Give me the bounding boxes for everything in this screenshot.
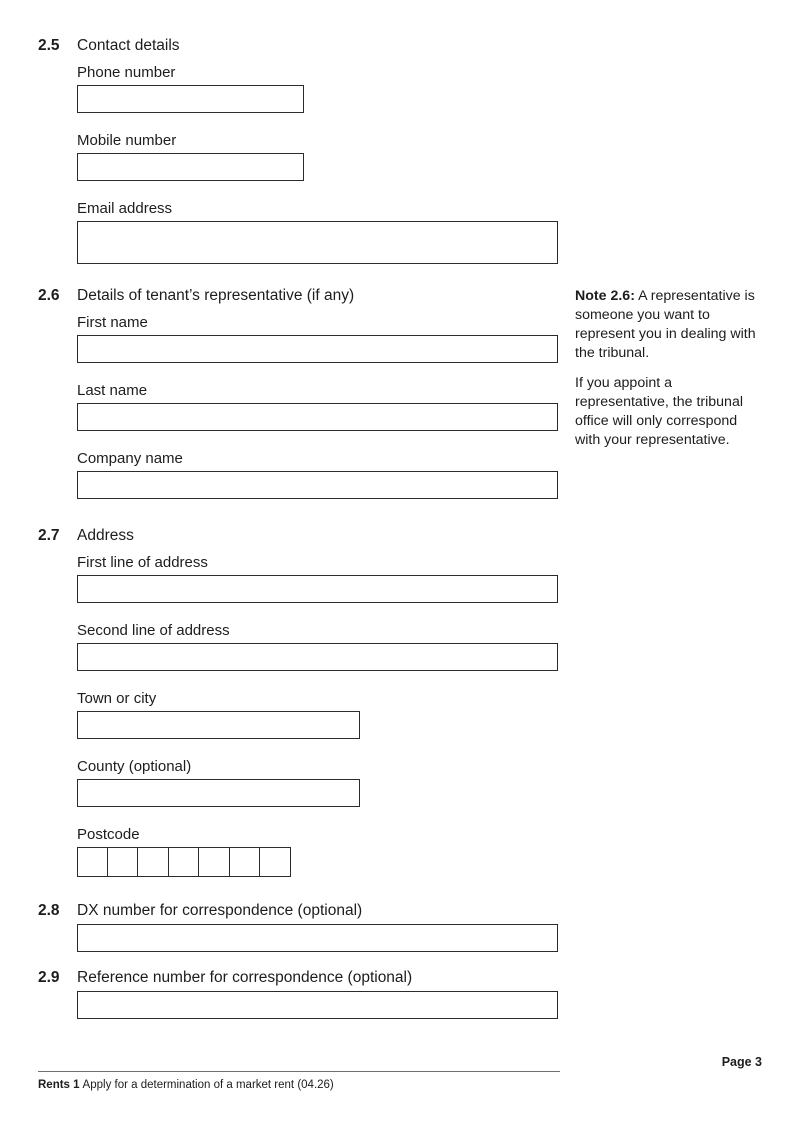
field-mobile-number (77, 133, 600, 181)
address-line2-input[interactable] (77, 643, 558, 671)
note-paragraph-1 (575, 287, 761, 363)
reference-number-input[interactable] (77, 991, 558, 1019)
first-name-input[interactable] (77, 335, 558, 363)
postcode-label: Postcode (77, 826, 140, 843)
address-line2-label: Second line of address (77, 622, 230, 639)
last-name-input[interactable] (77, 403, 558, 431)
field-first-name (77, 315, 600, 363)
postcode-cell[interactable] (108, 847, 139, 877)
section-title: DX number for correspondence (optional) (77, 902, 363, 919)
section-title: Contact details (77, 37, 180, 54)
field-last-name (77, 383, 600, 431)
dx-number-input[interactable] (77, 924, 558, 952)
note-paragraph-2 (575, 374, 761, 450)
field-postcode (77, 827, 600, 877)
section-representative-details (0, 288, 600, 499)
footer-divider (38, 1071, 560, 1072)
address-line1-input[interactable] (77, 575, 558, 603)
postcode-cell[interactable] (230, 847, 261, 877)
section-number: 2.8 (38, 902, 60, 919)
field-email-address (77, 201, 600, 264)
phone-number-label: Phone number (77, 64, 176, 81)
footer-form-reference (38, 1078, 334, 1092)
postcode-input (77, 847, 600, 877)
phone-number-input[interactable] (77, 85, 304, 113)
postcode-cell[interactable] (77, 847, 108, 877)
field-address-line-1 (77, 555, 600, 603)
field-address-line-2 (77, 623, 600, 671)
section-dx-number (0, 903, 600, 952)
postcode-cell[interactable] (199, 847, 230, 877)
last-name-label: Last name (77, 382, 148, 399)
footer-form-code: Rents 1 (38, 1079, 80, 1091)
postcode-cell[interactable] (138, 847, 169, 877)
note-2-6 (575, 287, 761, 450)
email-address-input[interactable] (77, 221, 558, 264)
section-reference-number (0, 970, 600, 1019)
page-number: Page 3 (721, 1055, 762, 1069)
section-title: Address (77, 527, 134, 544)
address-line1-label: First line of address (77, 554, 208, 571)
note-label: Note 2.6: (575, 288, 635, 304)
email-address-label: Email address (77, 200, 173, 217)
county-label: County (optional) (77, 758, 192, 775)
field-town-or-city (77, 691, 600, 739)
section-contact-details (0, 38, 600, 264)
section-title: Details of tenant’s representative (if any) (77, 287, 355, 304)
company-name-input[interactable] (77, 471, 558, 499)
postcode-cell[interactable] (260, 847, 291, 877)
section-number: 2.7 (38, 527, 60, 544)
town-or-city-input[interactable] (77, 711, 360, 739)
section-address (0, 528, 600, 877)
town-or-city-label: Town or city (77, 690, 157, 707)
postcode-cell[interactable] (169, 847, 200, 877)
field-phone-number (77, 65, 600, 113)
mobile-number-label: Mobile number (77, 132, 177, 149)
note-text-1: A representative is someone you want to represent you in dealing with the tribunal. (575, 288, 756, 361)
company-name-label: Company name (77, 450, 183, 467)
first-name-label: First name (77, 314, 148, 331)
note-text-2: If you appoint a representative, the tribunal office will only correspond with your representative. (575, 375, 743, 448)
county-input[interactable] (77, 779, 360, 807)
section-number: 2.5 (38, 37, 60, 54)
section-title: Reference number for correspondence (optional) (77, 969, 413, 986)
section-number: 2.6 (38, 287, 60, 304)
field-county (77, 759, 600, 807)
section-number: 2.9 (38, 969, 60, 986)
mobile-number-input[interactable] (77, 153, 304, 181)
field-company-name (77, 451, 600, 499)
footer-form-title: Apply for a determination of a market rent (04.26) (82, 1079, 334, 1091)
